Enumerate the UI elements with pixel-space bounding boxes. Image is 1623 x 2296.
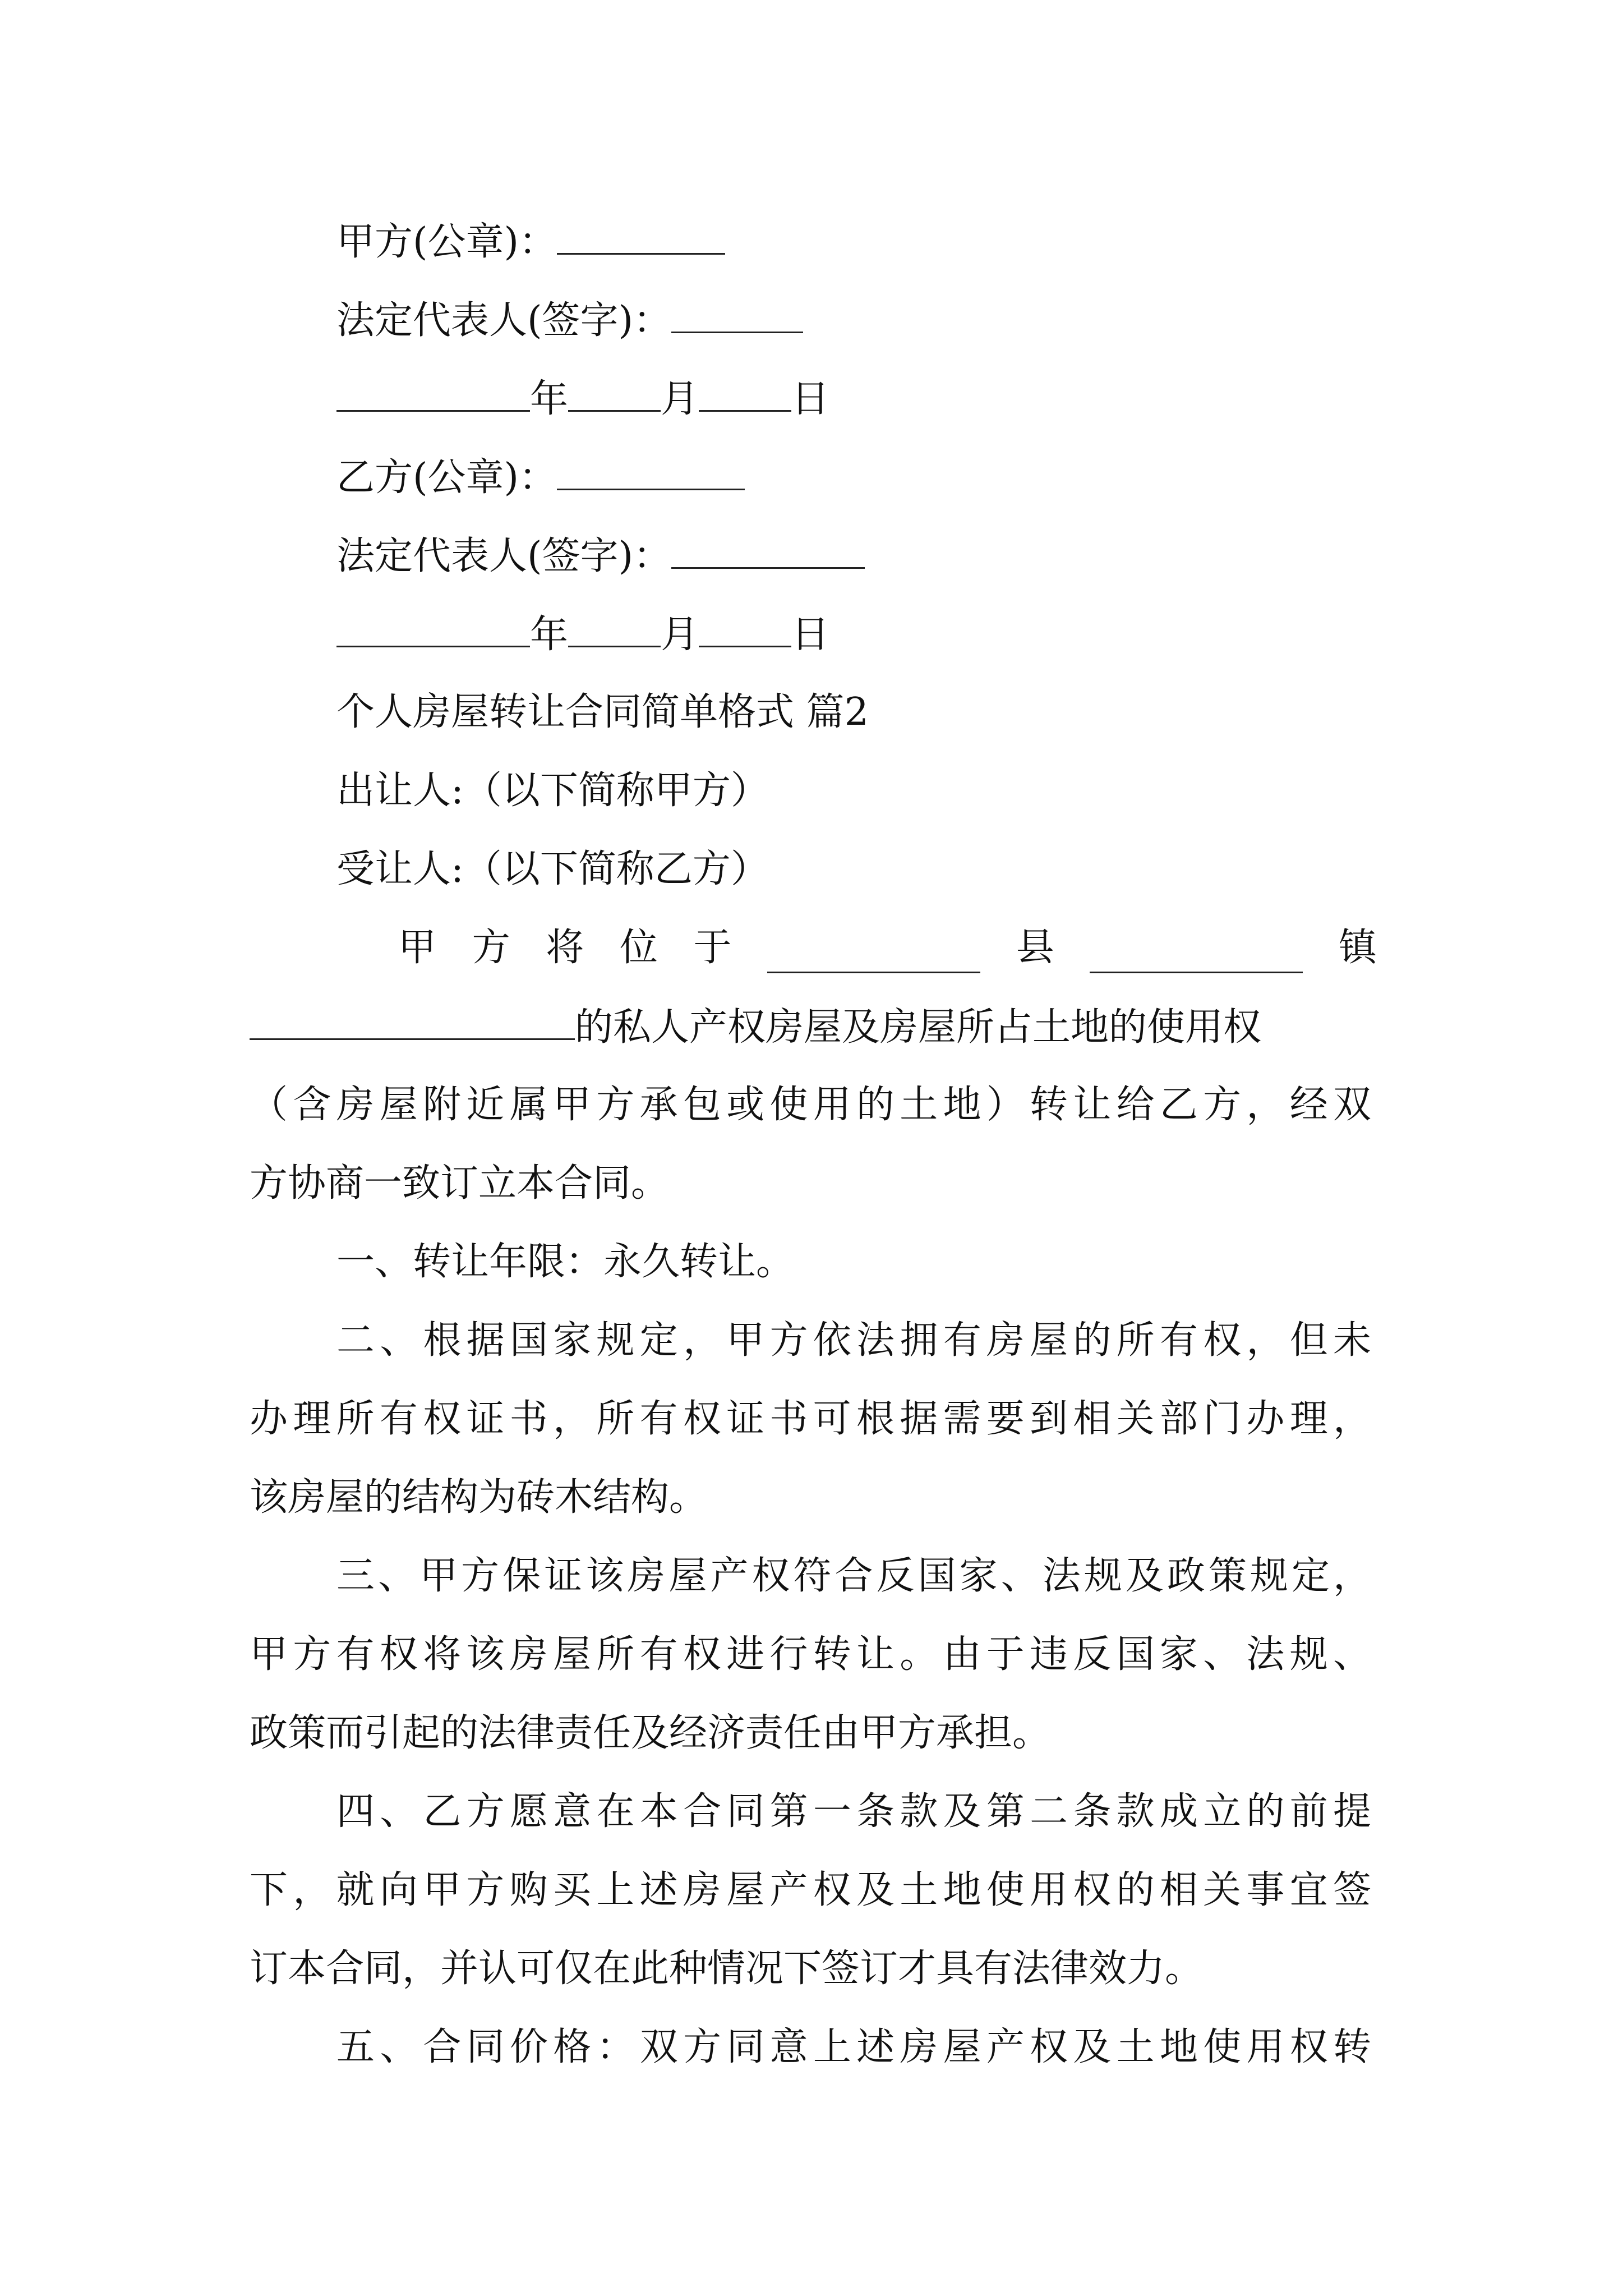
party-b-day-label: 日: [791, 613, 830, 657]
party-b-rep-line: [336, 530, 865, 581]
section2-heading: 个人房屋转让合同简单格式 篇2: [336, 690, 869, 734]
party-b-seal-blank: [557, 452, 745, 490]
party-a-rep-line: [336, 295, 803, 345]
party-b-month-label: 月: [661, 613, 699, 657]
clause-4-line-3: 订本合同，并认可仅在此种情况下签订才具有法律效力。: [250, 1947, 1204, 1991]
intro-line-1: [398, 923, 1377, 973]
clause-2-line-2: 办理所有权证书，所有权证书可根据需要到相关部门办理，: [250, 1397, 1371, 1441]
intro-char-1: 甲: [398, 926, 437, 970]
intro-char-5: 于: [693, 926, 732, 970]
party-a-month-label: 月: [661, 377, 699, 421]
county-blank: [767, 935, 980, 973]
party-b-year-blank: [336, 609, 530, 647]
intro-line-4: 方协商一致订立本合同。: [250, 1161, 670, 1205]
clause-3-line-3: 政策而引起的法律责任及经济责任由甲方承担。: [250, 1711, 1051, 1755]
clause-4-line-1: 四、乙方愿意在本合同第一条款及第二条款成立的前提: [336, 1789, 1371, 1834]
party-a-seal-label: 甲方(公章)：: [336, 220, 557, 264]
intro-line-2: [250, 1001, 1261, 1052]
clause-5-line-1: 五、合同价格：双方同意上述房屋产权及土地使用权转: [336, 2025, 1371, 2069]
clause-3-line-2: 甲方有权将该房屋所有权进行转让。由于违反国家、法规、: [250, 1632, 1371, 1677]
address-blank: [250, 1001, 575, 1040]
clause-2-line-3: 该房屋的结构为砖木结构。: [250, 1475, 708, 1520]
clause-1: 一、转让年限：永久转让。: [336, 1240, 795, 1284]
party-b-rep-label: 法定代表人(签字)：: [336, 534, 672, 578]
party-a-rep-blank: [671, 295, 803, 333]
party-b-year-label: 年: [530, 613, 569, 657]
intro-char-2: 方: [472, 926, 510, 970]
transferor-line: 出让人:（以下简称甲方）: [336, 769, 769, 813]
clause-3-line-1: 三、甲方保证该房屋产权符合反国家、法规及政策规定，: [336, 1554, 1371, 1598]
transferee-line: 受让人:（以下简称乙方）: [336, 847, 769, 891]
clause-4-line-2: 下，就向甲方购买上述房屋产权及土地使用权的相关事宜签: [250, 1868, 1371, 1912]
party-b-seal-label: 乙方(公章)：: [336, 455, 557, 500]
party-b-month-blank: [568, 609, 661, 647]
clause-2-line-1: 二、根据国家规定，甲方依法拥有房屋的所有权，但未: [336, 1318, 1371, 1363]
party-a-day-label: 日: [791, 377, 830, 421]
intro-town-label: 镇: [1338, 926, 1377, 970]
intro-line-2-text: 的私人产权房屋及房屋所占土地的使用权: [575, 1005, 1262, 1050]
town-blank: [1090, 935, 1303, 973]
party-b-rep-blank: [671, 530, 865, 569]
party-a-seal-line: [336, 216, 725, 266]
party-a-year-blank: [336, 373, 530, 412]
party-a-seal-blank: [557, 216, 725, 255]
party-b-day-blank: [699, 609, 791, 647]
intro-char-4: 位: [619, 926, 658, 970]
party-a-year-label: 年: [530, 377, 569, 421]
party-b-seal-line: [336, 452, 745, 502]
party-a-date-line: [336, 373, 829, 424]
party-a-rep-label: 法定代表人(签字)：: [336, 298, 672, 343]
party-b-date-line: [336, 609, 829, 659]
intro-line-3: （含房屋附近属甲方承包或使用的土地）转让给乙方，经双: [250, 1083, 1371, 1127]
intro-county-label: 县: [1016, 926, 1054, 970]
party-a-day-blank: [699, 373, 791, 412]
party-a-month-blank: [568, 373, 661, 412]
intro-char-3: 将: [546, 926, 584, 970]
